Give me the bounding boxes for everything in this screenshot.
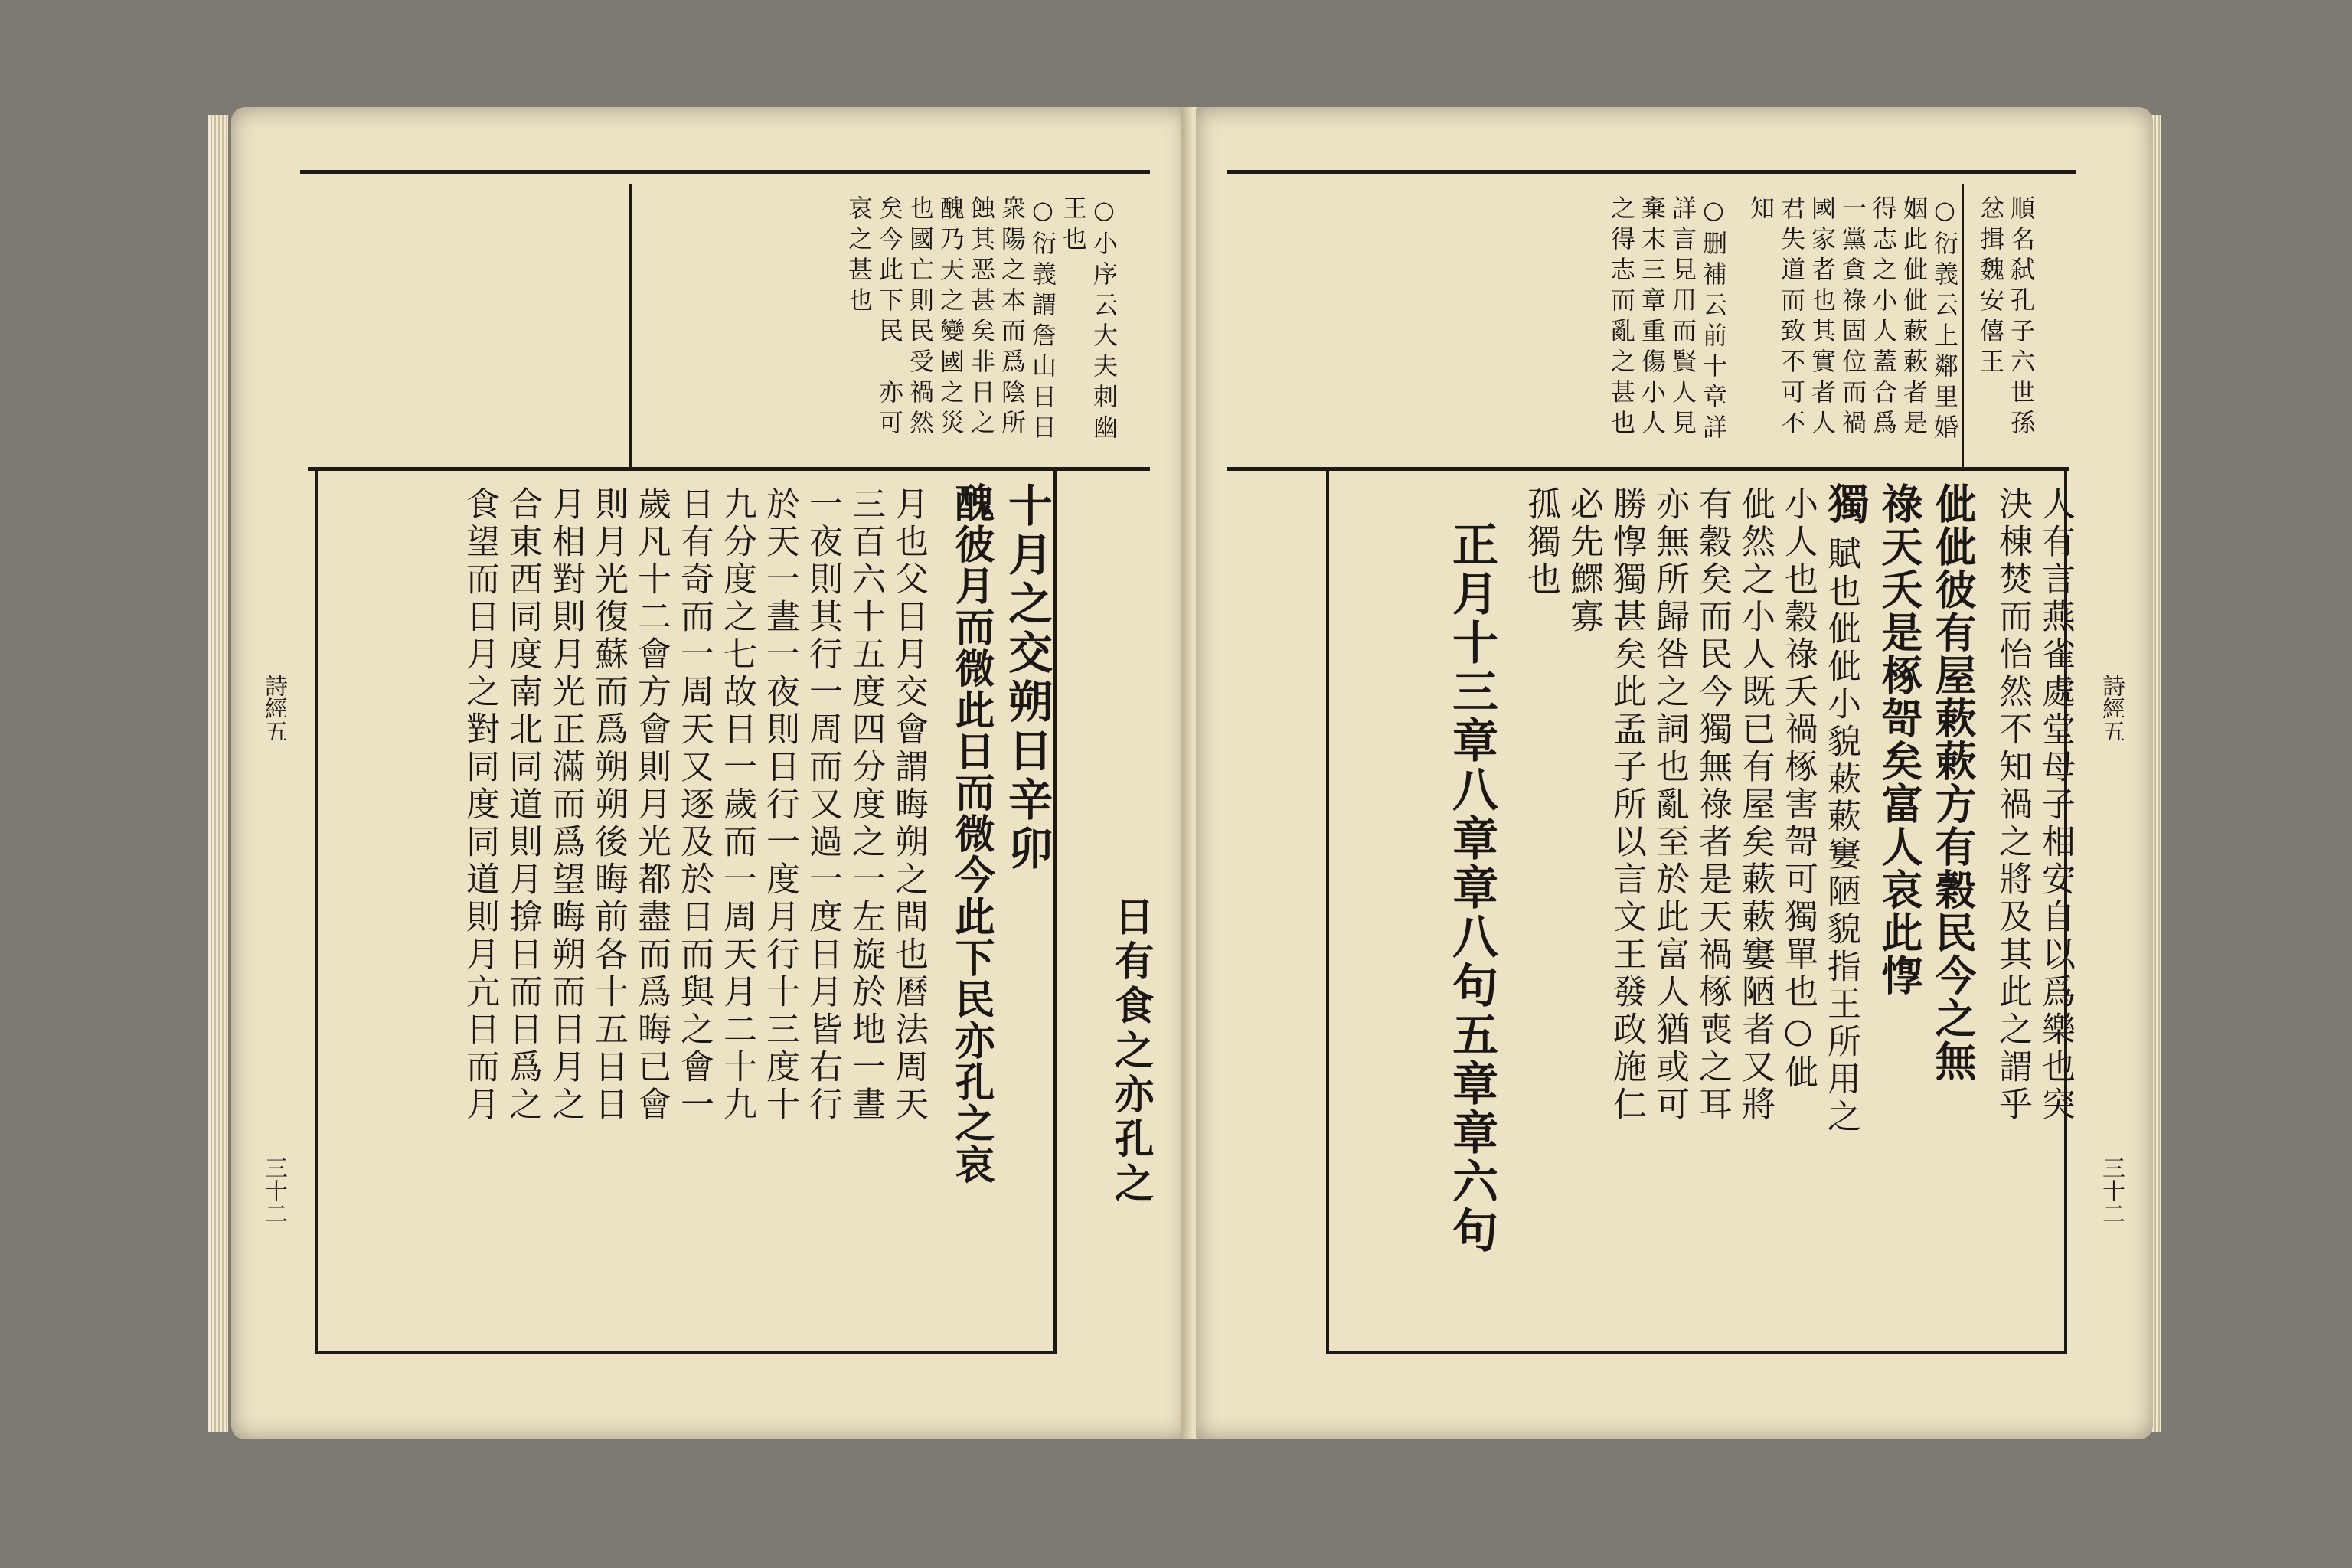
left-comm-col: 三百六十五度四分度之一左旋於地一晝 [846, 486, 885, 1124]
left-note-col: 哀之甚也 [844, 195, 874, 318]
top-border-rule [1227, 170, 2076, 174]
right-main-col: 佌佌彼有屋蔌蔌方有穀民今之無 [1929, 482, 1978, 1083]
right-comm-col: 賦也佌佌小貌蔌蔌窶陋貌指王所用之 [1821, 536, 1860, 1136]
left-comm-col: 月也父日月交會謂晦朔之間也曆法周天 [889, 486, 928, 1124]
left-note-col: 也國亡則民受禍然 [906, 195, 935, 440]
left-note-col: 醜乃天之變國之災 [936, 195, 965, 440]
right-comm-col: 亦無所歸咎之詞也亂至於此富人猶或可 [1650, 486, 1689, 1124]
right-note-col: 一黨貪祿固位而禍 [1838, 195, 1867, 440]
right-note-col: ○衍義云上鄰里婚 [1930, 195, 1959, 445]
left-note-col: 蝕其恶甚矣非日之 [967, 195, 996, 440]
left-main-col: 醜彼月而微此日而微今此下民亦孔之哀 [948, 482, 995, 1185]
right-note-col: ○删補云前十章詳 [1699, 195, 1728, 445]
left-comm-col: 九分度之七故日一歲而一周天月二十九 [717, 486, 756, 1124]
right-comm-col: 有穀矣而民今獨無祿者是天禍椓喪之耳 [1693, 486, 1732, 1124]
note-divider [1962, 184, 1964, 467]
top-border-rule [300, 170, 1150, 174]
open-book [208, 92, 2161, 1462]
right-note-col: 之得志而亂之甚也 [1607, 195, 1636, 440]
left-comm-col: 合東西同度南北同道則月揜日而日爲之 [503, 486, 542, 1124]
right-comm-col: 佌然之小人既已有屋矣蔌蔌窶陋者又將 [1736, 486, 1775, 1124]
left-note-col: ○小序云大夫刺幽 [1089, 195, 1119, 445]
middle-rule [1227, 467, 2069, 471]
left-page-edges [208, 115, 228, 1432]
right-comm-col: 小人也穀祿夭禍椓害哿可獨單也○佌 [1779, 486, 1818, 1092]
right-note-col: 知 [1746, 195, 1775, 226]
right-note-col: 忿揖魏安僖王 [1976, 195, 2005, 379]
side-label: 詩經五 [260, 674, 287, 743]
right-comm-col: 人有言燕雀處堂母子相安自以爲樂也突 [2036, 486, 2075, 1124]
right-note-col: 順名弑孔子六世孫 [2007, 195, 2036, 440]
right-comm-col: 必先鰥寡 [1564, 486, 1603, 636]
side-label: 詩經五 [2098, 674, 2125, 743]
left-comm-col: 於天一晝一夜則日行一度月行十三度十 [760, 486, 799, 1124]
right-note-col: 姻此佌佌蔌蔌者是 [1900, 195, 1929, 440]
left-comm-col: 月相對則月光正滿而爲望晦朔而日月之 [546, 486, 585, 1124]
left-main-col: 日有食之亦孔之 [1107, 896, 1154, 1207]
left-note-col: 矣今此下民 亦可 [875, 195, 904, 440]
right-comm-col: 決棟焚而怡然不知禍之將及其此之謂乎 [1993, 486, 2032, 1124]
left-comm-col: 則月光復蘇而爲朔朔後晦前各十五日日 [589, 486, 628, 1124]
right-note-col: 君失道而致不可不 [1777, 195, 1806, 440]
page-number: 三十二 [260, 1156, 287, 1225]
left-comm-col: 歲凡十二會方會則月光都盡而爲晦已會 [632, 486, 671, 1124]
right-page [1196, 107, 2153, 1439]
right-note-col: 棄末三章重傷小人 [1638, 195, 1667, 440]
right-note-col: 國家者也其實者人 [1808, 195, 1837, 440]
right-comm-col: 孤獨也 [1521, 486, 1560, 599]
left-note-col: ○衍義謂詹山日日 [1028, 195, 1057, 445]
left-comm-col: 食望而日月之對同度同道則月亢日而月 [460, 486, 499, 1124]
right-comm-col: 勝惸獨甚矣此孟子所以言文王發政施仁 [1607, 486, 1646, 1124]
left-comm-col: 日有奇而一周天又逐及於日而與之會一 [675, 486, 714, 1124]
middle-rule [308, 467, 1150, 471]
left-note-col: 王也 [1059, 195, 1088, 256]
right-note-col: 得志之小人蓋合爲 [1869, 195, 1898, 440]
note-divider [629, 184, 632, 467]
left-page [231, 107, 1188, 1439]
right-note-col: 詳言見用而賢人見 [1668, 195, 1697, 440]
left-note-col: 衆陽之本而爲陰所 [998, 195, 1027, 440]
left-comm-col: 一夜則其行一周而又過一度日月皆右行 [803, 486, 842, 1124]
right-main-col: 祿天夭是椓哿矣富人哀此惸 [1875, 482, 1924, 997]
page-number: 三十二 [2098, 1156, 2125, 1225]
chapter-summary: 正月十三章八章章八句五章章六句 [1445, 521, 1498, 1256]
right-main-col: 獨 [1821, 482, 1870, 528]
left-main-col: 十月之交朔日辛卯 [1001, 482, 1053, 874]
